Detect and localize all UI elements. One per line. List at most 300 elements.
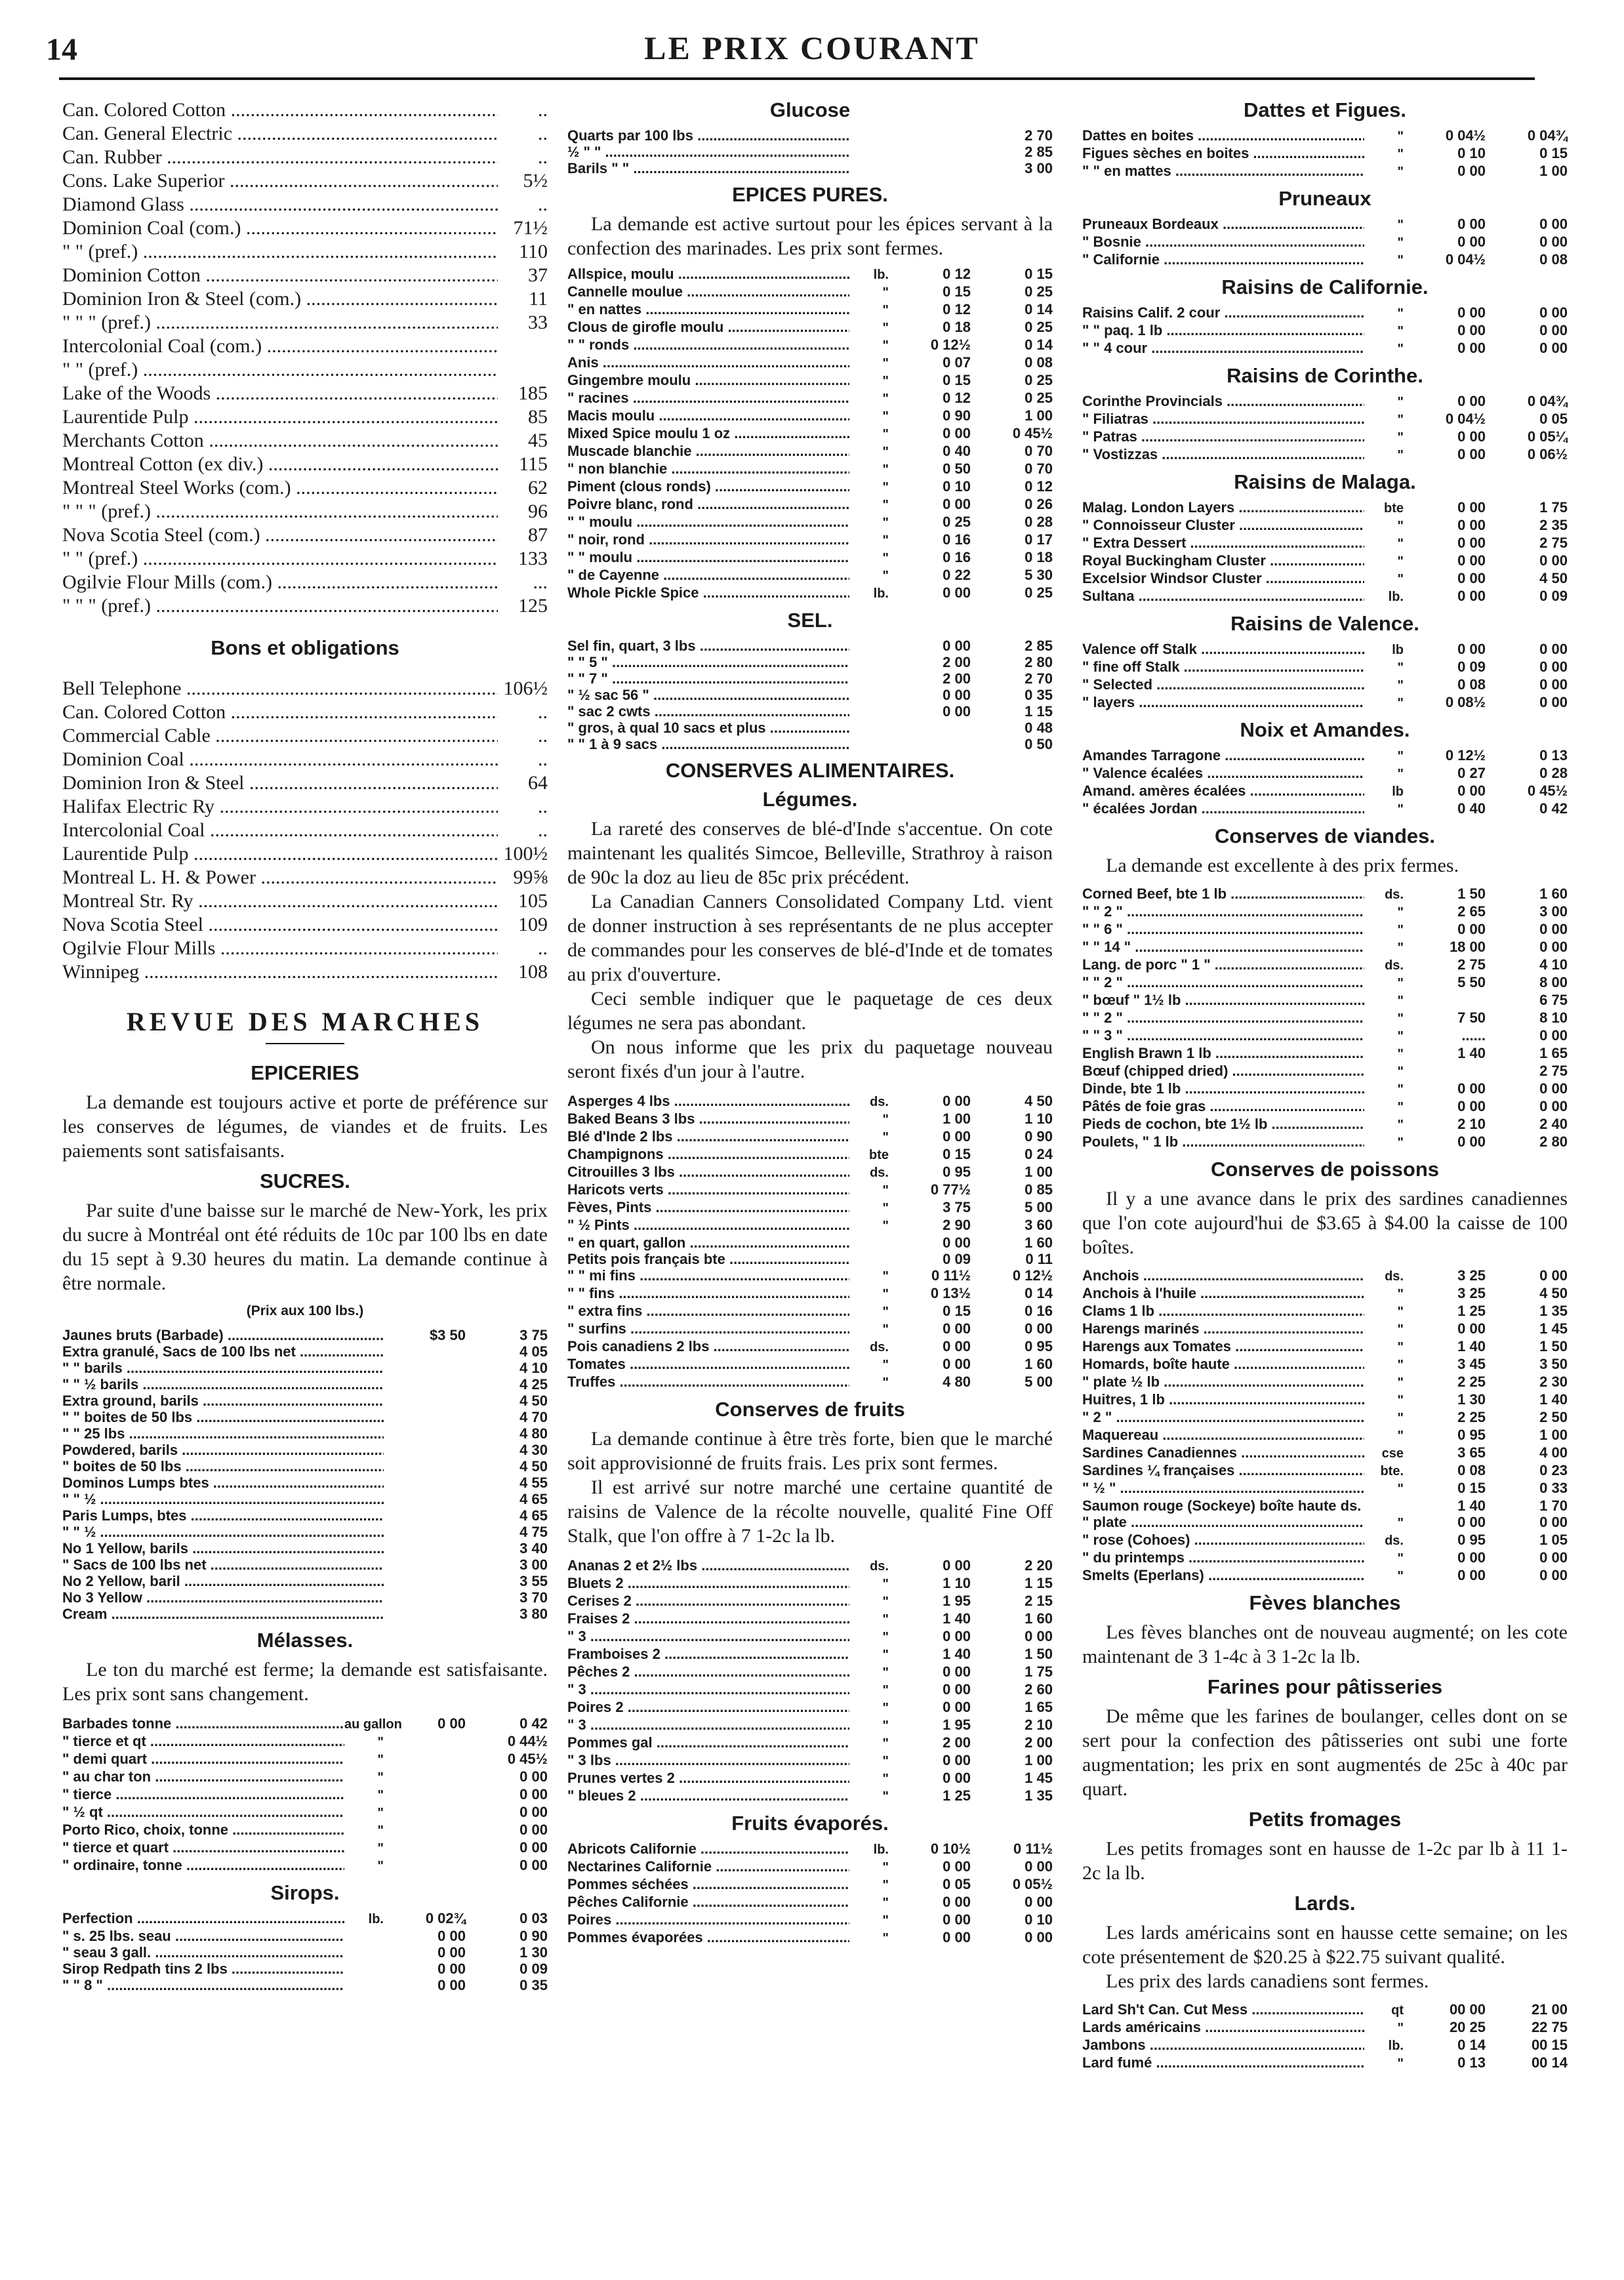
item-value: 11: [529, 288, 548, 310]
price-row: [567, 1285, 1053, 1303]
price-row: [1082, 886, 1568, 903]
price-low: 0 14: [1457, 2037, 1486, 2053]
price-high: 0 00: [1539, 234, 1568, 250]
price-low: 0 00: [1457, 535, 1486, 551]
price-high: 0 00: [519, 1786, 548, 1802]
item-name: Figues sèches en boites .....: [1082, 145, 1364, 161]
item-name: No 1 Yellow, barils .....: [62, 1540, 384, 1557]
item-unit: lb: [1392, 643, 1404, 657]
price-row: [1082, 1549, 1568, 1567]
item-name: Nova Scotia Steel (com.) .....: [62, 523, 498, 547]
price-low: 0 16: [943, 531, 971, 548]
item-name: Gingembre moulu .....: [567, 372, 849, 388]
price-row: [62, 1360, 548, 1376]
price-high: 1 50: [1025, 1646, 1053, 1662]
price-high: 0 00: [1539, 1549, 1568, 1566]
item-unit: ": [882, 1201, 889, 1215]
price-high: 4 50: [1025, 1093, 1053, 1109]
item-value: 96: [528, 500, 548, 522]
item-name: Haricots verts .....: [567, 1181, 849, 1198]
paragraph: La demande continue à être très forte, bien que le marché soit approvisionné de fruits frais. Les prix sont fermes.: [567, 1428, 1053, 1474]
price-row: [567, 1128, 1053, 1146]
price-row: [567, 720, 1053, 736]
item-name: ½ " " .....: [567, 144, 849, 160]
price-row: [567, 1320, 1053, 1338]
price-high: 4 70: [519, 1409, 548, 1425]
price-low: 1 25: [1457, 1303, 1486, 1319]
item-value: 87: [528, 524, 548, 546]
item-unit: ": [1397, 413, 1404, 427]
item-unit: ": [882, 1305, 889, 1319]
price-low: 0 95: [1457, 1532, 1486, 1548]
price-high: 2 85: [1025, 638, 1053, 654]
item-value: ..: [538, 819, 548, 841]
item-name: " écalées Jordan .....: [1082, 800, 1364, 817]
price-high: 0 70: [1025, 443, 1053, 459]
price-row: [567, 1181, 1053, 1199]
price-low: 0 27: [1457, 765, 1486, 781]
price-low: 3 65: [1457, 1444, 1486, 1461]
price-low: 0 00: [1457, 446, 1486, 462]
price-high: 4 00: [1539, 1444, 1568, 1461]
item-unit: ": [882, 1878, 889, 1892]
item-unit: ": [1397, 1135, 1404, 1150]
farines-text: De même que les farines de boulanger, celles dont on se sert pour la confection des pâtisseries ont subi une forte augmentation; les prix en sont augmentés de 25c à 40c par quart.: [1082, 1705, 1568, 1800]
price-row: [567, 1251, 1053, 1267]
price-high: 1 00: [1539, 163, 1568, 179]
item-name: " plate ½ lb .....: [1082, 1374, 1364, 1390]
item-name: " " ½ .....: [62, 1491, 384, 1507]
item-name: " " 4 cour .....: [1082, 340, 1364, 356]
item-name: " bleues 2 .....: [567, 1787, 849, 1804]
price-low: 2 25: [1457, 1374, 1486, 1390]
list-item: [62, 937, 548, 960]
price-low: 0 09: [943, 1251, 971, 1267]
item-name: " Sacs de 100 lbs net .....: [62, 1557, 384, 1573]
legumes-heading: Légumes.: [762, 788, 858, 811]
item-name: Macis moulu .....: [567, 407, 849, 424]
item-name: Poires 2 .....: [567, 1699, 849, 1715]
price-row: [567, 1557, 1053, 1575]
stock-list: [62, 98, 548, 618]
price-high: 3 50: [1539, 1356, 1568, 1372]
price-high: 0 90: [519, 1928, 548, 1944]
item-name: Huitres, 1 lb .....: [1082, 1391, 1364, 1408]
price-high: 0 04¾: [1527, 393, 1568, 409]
divider: [266, 1043, 344, 1044]
item-unit: ": [1397, 1029, 1404, 1044]
item-name: " " " (pref.) .....: [62, 311, 498, 335]
item-unit: ": [882, 285, 889, 300]
item-unit: ds.: [1385, 1269, 1404, 1284]
price-low: 0 15: [1457, 1480, 1486, 1496]
price-high: 0 85: [1025, 1181, 1053, 1198]
price-high: 0 00: [1539, 659, 1568, 675]
price-low: 0 00: [943, 1093, 971, 1109]
item-unit: ": [882, 533, 889, 548]
fruits-table: [567, 1557, 1053, 1805]
item-name: Halifax Electric Ry .....: [62, 795, 498, 819]
price-row: [1082, 765, 1568, 783]
item-name: Amandes Tarragone .....: [1082, 747, 1364, 763]
price-low: 0 04½: [1445, 127, 1486, 144]
price-row: [1082, 1303, 1568, 1320]
item-unit: ": [1397, 1305, 1404, 1319]
price-low: 0 02¾: [425, 1910, 466, 1926]
price-low: 0 00: [943, 687, 971, 703]
item-name: Poires .....: [567, 1911, 849, 1928]
item-name: Commercial Cable .....: [62, 724, 498, 748]
price-high: 1 35: [1025, 1787, 1053, 1804]
item-name: Anchois à l'huile .....: [1082, 1285, 1364, 1301]
price-row: [62, 1491, 548, 1507]
item-name: Excelsior Windsor Cluster .....: [1082, 570, 1364, 586]
paragraph: Les prix des lards canadiens sont fermes.: [1106, 1970, 1429, 1992]
item-unit: ": [882, 338, 889, 353]
price-high: 0 00: [519, 1857, 548, 1873]
price-row: [62, 1733, 548, 1751]
item-unit: ": [882, 1701, 889, 1715]
price-row: [62, 1961, 548, 1977]
item-name: " " " (pref.) .....: [62, 594, 498, 618]
item-unit: ": [882, 1183, 889, 1198]
price-high: 4 10: [1539, 956, 1568, 973]
epices-table: [567, 266, 1053, 602]
item-unit: ": [882, 1736, 889, 1751]
price-low: 2 00: [943, 654, 971, 670]
item-name: " " en mattes .....: [1082, 163, 1364, 179]
price-low: 0 13½: [930, 1285, 971, 1301]
column-1: [62, 98, 548, 1993]
sel-heading: SEL.: [787, 609, 833, 632]
price-high: 0 25: [1025, 584, 1053, 601]
price-high: 0 12½: [1012, 1267, 1053, 1284]
price-high: 0 08: [1025, 354, 1053, 371]
price-high: 0 95: [1025, 1338, 1053, 1354]
item-unit: ": [1397, 2021, 1404, 2035]
price-low: 0 12½: [930, 336, 971, 353]
list-item: [62, 405, 548, 429]
item-value: ..: [538, 146, 548, 168]
item-unit: ": [882, 356, 889, 371]
price-row: [567, 372, 1053, 390]
item-unit: ": [1397, 696, 1404, 710]
price-high: 0 00: [1539, 552, 1568, 569]
item-value: 33: [528, 312, 548, 333]
price-high: 0 00: [1539, 1514, 1568, 1530]
item-unit: ": [1397, 1065, 1404, 1079]
price-low: 1 50: [1457, 886, 1486, 902]
list-item: [62, 429, 548, 453]
item-name: Petits pois français bte .....: [567, 1251, 849, 1267]
item-name: Nectarines Californie .....: [567, 1858, 849, 1875]
price-high: 0 00: [1025, 1929, 1053, 1945]
item-name: " " 8 " .....: [62, 1977, 344, 1993]
price-high: 0 05: [1539, 411, 1568, 427]
item-name: " " (pref.) .....: [62, 240, 498, 264]
price-row: [1082, 921, 1568, 939]
item-name: No 3 Yellow .....: [62, 1589, 384, 1606]
item-name: " Valence écalées .....: [1082, 765, 1364, 781]
lards-paragraphs: [1082, 1921, 1568, 1993]
price-row: [567, 127, 1053, 144]
item-unit: ": [377, 1735, 384, 1749]
item-name: Malag. London Layers .....: [1082, 499, 1364, 516]
item-name: " ½ sac 56 " .....: [567, 687, 849, 703]
item-name: Clams 1 lb .....: [1082, 1303, 1364, 1319]
price-low: 0 04½: [1445, 251, 1486, 268]
price-high: 2 50: [1539, 1409, 1568, 1425]
price-low: 0 00: [437, 1715, 466, 1732]
price-low: 0 00: [1457, 163, 1486, 179]
price-row: [567, 1858, 1053, 1876]
item-name: " " 5 " .....: [567, 654, 849, 670]
item-name: Laurentide Pulp .....: [62, 405, 498, 429]
price-high: 2 00: [1025, 1734, 1053, 1751]
price-row: [567, 160, 1053, 176]
price-row: [1082, 1320, 1568, 1338]
price-low: 0 40: [943, 443, 971, 459]
list-item: [62, 819, 548, 842]
price-high: 0 03: [519, 1910, 548, 1926]
item-name: Intercolonial Coal .....: [62, 819, 498, 842]
item-name: Amand. amères écalées .....: [1082, 783, 1364, 799]
price-low: 1 30: [1457, 1391, 1486, 1408]
price-row: [567, 1199, 1053, 1217]
raisins-valence-heading: Raisins de Valence.: [1230, 612, 1419, 635]
price-high: 4 50: [1539, 570, 1568, 586]
price-row: [1082, 428, 1568, 446]
price-high: 3 60: [1025, 1217, 1053, 1233]
price-high: 1 65: [1025, 1699, 1053, 1715]
item-name: Can. Rubber .....: [62, 146, 498, 169]
price-high: 0 15: [1025, 266, 1053, 282]
fromages-heading: Petits fromages: [1248, 1808, 1402, 1831]
price-row: [1082, 1391, 1568, 1409]
price-high: 4 55: [519, 1475, 548, 1491]
item-name: Bell Telephone .....: [62, 677, 498, 701]
item-unit: ": [1397, 1411, 1404, 1425]
list-item: [62, 193, 548, 216]
price-row: [1082, 1116, 1568, 1133]
price-low: 0 00: [943, 496, 971, 512]
price-low: 2 00: [943, 670, 971, 687]
price-row: [1082, 2019, 1568, 2037]
item-name: " non blanchie .....: [567, 460, 849, 477]
item-unit: ": [1397, 1082, 1404, 1097]
item-value: 185: [518, 382, 548, 404]
item-name: Sardines ¼ françaises .....: [1082, 1462, 1364, 1478]
item-unit: ": [882, 1130, 889, 1145]
item-name: " " boites de 50 lbs .....: [62, 1409, 384, 1425]
item-name: No 2 Yellow, baril .....: [62, 1573, 384, 1589]
price-high: 4 50: [519, 1393, 548, 1409]
list-item: [62, 358, 548, 382]
price-row: [1082, 939, 1568, 956]
item-value: 133: [518, 548, 548, 569]
price-low: 0 18: [943, 319, 971, 335]
price-high: 0 00: [1539, 939, 1568, 955]
item-name: " Californie .....: [1082, 251, 1364, 268]
item-name: Abricots Californie .....: [567, 1841, 849, 1857]
price-low: 1 10: [943, 1575, 971, 1591]
price-low: 0 00: [1457, 552, 1486, 569]
melasses-heading: Mélasses.: [256, 1629, 354, 1652]
price-row: [567, 336, 1053, 354]
price-row: [62, 1475, 548, 1491]
price-high: 2 75: [1539, 535, 1568, 551]
item-unit: ": [882, 392, 889, 406]
price-row: [62, 1507, 548, 1524]
price-row: [567, 1752, 1053, 1770]
price-row: [1082, 1267, 1568, 1285]
item-name: Cerises 2 .....: [567, 1593, 849, 1609]
price-row: [567, 1164, 1053, 1181]
price-row: [1082, 234, 1568, 251]
price-row: [62, 1589, 548, 1606]
price-low: 0 15: [943, 1303, 971, 1319]
item-unit: ": [377, 1788, 384, 1802]
bonds-heading: Bons et obligations: [211, 636, 399, 659]
item-unit: qt: [1391, 2003, 1404, 2018]
item-name: Pois canadiens 2 lbs .....: [567, 1338, 849, 1354]
price-high: 1 60: [1539, 886, 1568, 902]
item-unit: ": [1397, 1340, 1404, 1354]
item-name: " seau 3 gall. .....: [62, 1944, 344, 1961]
price-row: [1082, 1374, 1568, 1391]
price-row: [567, 1234, 1053, 1251]
item-unit: ": [1397, 661, 1404, 675]
price-row: [1082, 1027, 1568, 1045]
price-high: 00 15: [1531, 2037, 1568, 2053]
item-unit: ": [1397, 1429, 1404, 1443]
price-row: [1082, 1480, 1568, 1497]
item-name: " " 2 " .....: [1082, 974, 1364, 990]
price-low: 0 00: [943, 584, 971, 601]
list-item: [62, 453, 548, 476]
list-item: [62, 960, 548, 984]
price-row: [1082, 903, 1568, 921]
price-high: 0 48: [1025, 720, 1053, 736]
item-name: Pêches 2 .....: [567, 1663, 849, 1680]
price-high: 0 06½: [1527, 446, 1568, 462]
item-name: Bluets 2 .....: [567, 1575, 849, 1591]
item-name: Diamond Glass .....: [62, 193, 498, 216]
price-high: 4 65: [519, 1507, 548, 1524]
item-value: 115: [519, 453, 548, 475]
item-name: " tierce et qt .....: [62, 1733, 344, 1749]
price-high: 1 15: [1025, 703, 1053, 720]
price-low: 3 25: [1457, 1267, 1486, 1284]
item-unit: au gallon: [344, 1717, 402, 1732]
price-high: 0 00: [1539, 641, 1568, 657]
masthead-title: LE PRIX COURANT: [644, 30, 980, 66]
item-name: Corinthe Provincials .....: [1082, 393, 1364, 409]
item-name: Fraises 2 .....: [567, 1610, 849, 1627]
price-low: 2 75: [1457, 956, 1486, 973]
price-high: 0 15: [1539, 145, 1568, 161]
sucres-heading: SUCRES.: [260, 1170, 350, 1192]
item-unit: ": [1397, 395, 1404, 409]
price-low: 0 08: [1457, 676, 1486, 693]
item-value: 109: [518, 914, 548, 935]
price-row: [62, 1786, 548, 1804]
price-row: [1082, 1338, 1568, 1356]
price-high: 8 10: [1539, 1009, 1568, 1026]
price-high: 0 00: [1539, 1267, 1568, 1284]
price-high: 0 35: [1025, 687, 1053, 703]
item-name: Harengs marinés .....: [1082, 1320, 1364, 1337]
price-row: [567, 1338, 1053, 1356]
price-low: 0 00: [943, 1752, 971, 1768]
price-high: 0 00: [1025, 1894, 1053, 1910]
raisins-californie-heading: Raisins de Californie.: [1221, 275, 1429, 298]
item-name: " " barils .....: [62, 1360, 384, 1376]
price-high: 2 85: [1025, 144, 1053, 160]
item-name: Clous de girofle moulu .....: [567, 319, 849, 335]
item-unit: ": [377, 1770, 384, 1785]
price-row: [1082, 588, 1568, 605]
price-low: 0 00: [1457, 517, 1486, 533]
price-high: 0 00: [1025, 1320, 1053, 1337]
item-unit: ": [882, 1287, 889, 1301]
item-name: Pruneaux Bordeaux .....: [1082, 216, 1364, 232]
item-name: " " 7 " .....: [567, 670, 849, 687]
item-name: Pommes séchées .....: [567, 1876, 849, 1892]
price-row: [1082, 956, 1568, 974]
price-high: 0 00: [1539, 1080, 1568, 1097]
price-row: [1082, 411, 1568, 428]
price-row: [1082, 1444, 1568, 1462]
item-name: Saumon rouge (Sockeye) boîte haute ds. .....: [1082, 1497, 1364, 1514]
price-low: 0 00: [943, 1338, 971, 1354]
item-name: " gros, à qual 10 sacs et plus .....: [567, 720, 849, 736]
price-high: 0 14: [1025, 1285, 1053, 1301]
price-row: [1082, 659, 1568, 676]
item-name: Pieds de cochon, bte 1½ lb .....: [1082, 1116, 1364, 1132]
price-row: [567, 1093, 1053, 1110]
price-low: 0 40: [1457, 800, 1486, 817]
list-item: [62, 771, 548, 795]
price-high: 0 00: [1539, 676, 1568, 693]
item-name: " " mi fins .....: [567, 1267, 849, 1284]
item-name: Jambons .....: [1082, 2037, 1364, 2053]
price-low: 0 08½: [1445, 694, 1486, 710]
item-unit: ": [1397, 1393, 1404, 1408]
price-low: 0 00: [1457, 393, 1486, 409]
price-low: 0 00: [1457, 570, 1486, 586]
price-low: 0 00: [1457, 783, 1486, 799]
price-high: 0 23: [1539, 1462, 1568, 1478]
price-row: [1082, 1063, 1568, 1080]
price-row: [1082, 499, 1568, 517]
item-unit: ds.: [870, 1095, 889, 1109]
item-name: " de Cayenne .....: [567, 567, 849, 583]
item-name: Can. Colored Cotton .....: [62, 701, 498, 724]
price-high: 0 04¾: [1527, 127, 1568, 144]
price-row: [1082, 2001, 1568, 2019]
item-unit: ": [882, 480, 889, 495]
price-row: [1082, 535, 1568, 552]
item-unit: ": [882, 1112, 889, 1127]
item-unit: ": [882, 374, 889, 388]
item-unit: ": [882, 1665, 889, 1680]
price-row: [567, 1681, 1053, 1699]
price-high: 0 90: [1025, 1128, 1053, 1145]
item-unit: ds.: [1385, 958, 1404, 973]
price-low: 1 40: [1457, 1497, 1486, 1514]
price-row: [567, 266, 1053, 283]
